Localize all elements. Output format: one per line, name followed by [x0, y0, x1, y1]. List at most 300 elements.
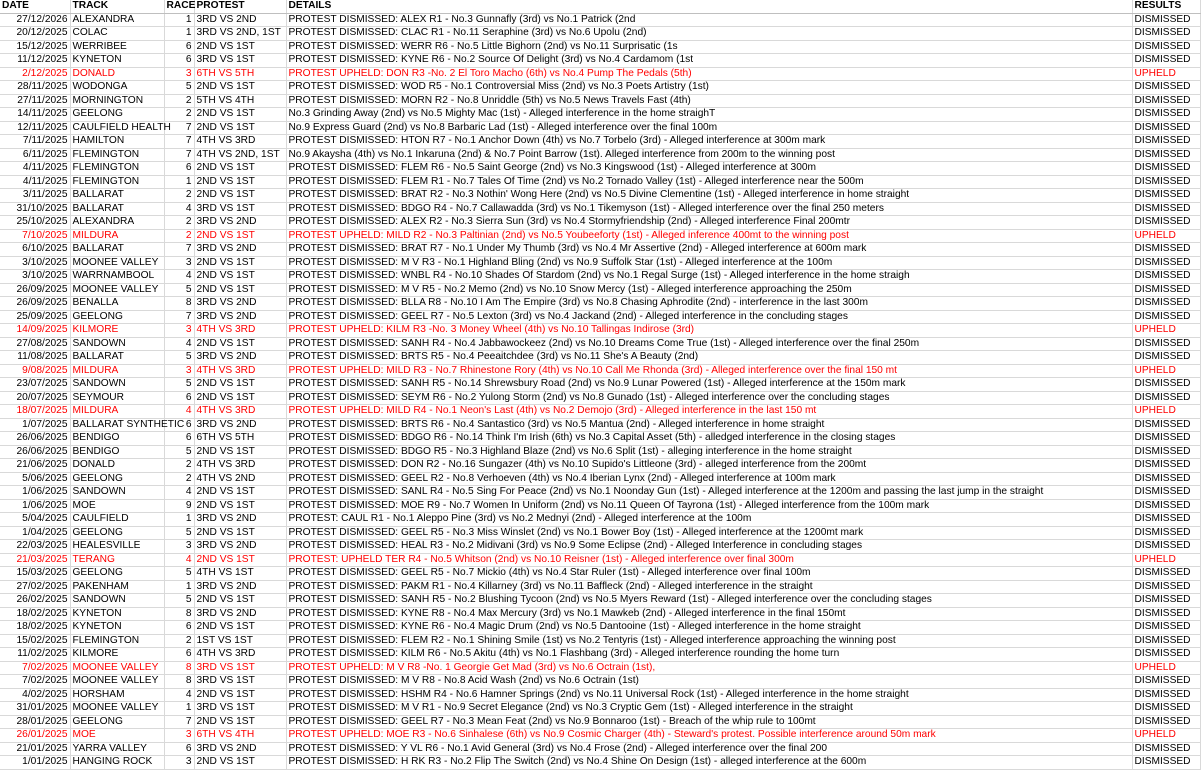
result-cell[interactable]: DISMISSED [1132, 594, 1200, 608]
track-cell[interactable]: GEELONG [70, 108, 164, 122]
result-cell[interactable]: DISMISSED [1132, 634, 1200, 648]
protest-cell[interactable]: 2ND VS 1ST [194, 499, 286, 513]
result-cell[interactable]: UPHELD [1132, 405, 1200, 419]
date-cell[interactable]: 11/12/2025 [0, 54, 70, 68]
details-cell[interactable]: PROTEST DISMISSED: HSHM R4 - No.6 Hamner Springs (2nd) vs No.11 Universal Rock (1st) - Alleged interference in the home straight [286, 688, 1132, 702]
protest-cell[interactable]: 2ND VS 1ST [194, 108, 286, 122]
result-cell[interactable]: DISMISSED [1132, 418, 1200, 432]
date-cell[interactable]: 11/02/2025 [0, 648, 70, 662]
protest-cell[interactable]: 4TH VS 2ND, 1ST [194, 148, 286, 162]
race-cell[interactable]: 3 [164, 364, 194, 378]
race-cell[interactable]: 8 [164, 661, 194, 675]
header-protest[interactable]: PROTEST [194, 0, 286, 13]
track-cell[interactable]: HAMILTON [70, 135, 164, 149]
result-cell[interactable]: DISMISSED [1132, 189, 1200, 203]
date-cell[interactable]: 1/06/2025 [0, 499, 70, 513]
result-cell[interactable]: DISMISSED [1132, 756, 1200, 770]
result-cell[interactable]: DISMISSED [1132, 351, 1200, 365]
details-cell[interactable]: PROTEST UPHELD: MILD R3 - No.7 Rhinestone Rory (4th) vs No.10 Call Me Rhonda (3rd) - Alleged interference over the final 150 mt [286, 364, 1132, 378]
date-cell[interactable]: 31/10/2025 [0, 202, 70, 216]
race-cell[interactable]: 5 [164, 445, 194, 459]
details-cell[interactable]: PROTEST UPHELD: MILD R2 - No.3 Paltinian (2nd) vs No.5 Youbeeforty (1st) - Alleged inference 400mt to the winning post [286, 229, 1132, 243]
protest-cell[interactable]: 4TH VS 3RD [194, 135, 286, 149]
protest-cell[interactable]: 2ND VS 1ST [194, 526, 286, 540]
race-cell[interactable]: 2 [164, 108, 194, 122]
protest-cell[interactable]: 3RD VS 2ND [194, 742, 286, 756]
track-cell[interactable]: KILMORE [70, 648, 164, 662]
date-cell[interactable]: 1/04/2025 [0, 526, 70, 540]
race-cell[interactable]: 6 [164, 432, 194, 446]
details-cell[interactable]: PROTEST DISMISSED: ALEX R1 - No.3 Gunnafly (3rd) vs No.1 Patrick (2nd [286, 13, 1132, 27]
track-cell[interactable]: PAKENHAM [70, 580, 164, 594]
result-cell[interactable]: DISMISSED [1132, 621, 1200, 635]
details-cell[interactable]: PROTEST DISMISSED: M V R5 - No.2 Memo (2nd) vs No.10 Snow Mercy (1st) - Alleged interference approaching the 250m [286, 283, 1132, 297]
protest-cell[interactable]: 3RD VS 2ND [194, 540, 286, 554]
race-cell[interactable]: 6 [164, 648, 194, 662]
protest-cell[interactable]: 2ND VS 1ST [194, 553, 286, 567]
result-cell[interactable]: DISMISSED [1132, 742, 1200, 756]
track-cell[interactable]: GEELONG [70, 567, 164, 581]
date-cell[interactable]: 9/08/2025 [0, 364, 70, 378]
date-cell[interactable]: 2/12/2025 [0, 67, 70, 81]
date-cell[interactable]: 18/07/2025 [0, 405, 70, 419]
track-cell[interactable]: BALLARAT [70, 351, 164, 365]
date-cell[interactable]: 21/03/2025 [0, 553, 70, 567]
track-cell[interactable]: MOONEE VALLEY [70, 675, 164, 689]
track-cell[interactable]: FLEMINGTON [70, 162, 164, 176]
protest-cell[interactable]: 2ND VS 1ST [194, 81, 286, 95]
race-cell[interactable]: 8 [164, 675, 194, 689]
details-cell[interactable]: PROTEST DISMISSED: WNBL R4 - No.10 Shades Of Stardom (2nd) vs No.1 Regal Surge (1st) - Alleged interference in the home straigh [286, 270, 1132, 284]
race-cell[interactable]: 7 [164, 715, 194, 729]
date-cell[interactable]: 23/07/2025 [0, 378, 70, 392]
race-cell[interactable]: 3 [164, 324, 194, 338]
date-cell[interactable]: 14/11/2025 [0, 108, 70, 122]
details-cell[interactable]: PROTEST DISMISSED: MOE R9 - No.7 Women In Uniform (2nd) vs No.11 Queen Of Tayrona (1st) - Alleged interference from the 100m mark [286, 499, 1132, 513]
protest-cell[interactable]: 3RD VS 2ND [194, 13, 286, 27]
protest-cell[interactable]: 3RD VS 2ND [194, 418, 286, 432]
track-cell[interactable]: DONALD [70, 67, 164, 81]
result-cell[interactable]: DISMISSED [1132, 607, 1200, 621]
protest-cell[interactable]: 2ND VS 1ST [194, 40, 286, 54]
protest-cell[interactable]: 3RD VS 1ST [194, 54, 286, 68]
details-cell[interactable]: PROTEST DISMISSED: M V R3 - No.1 Highland Bling (2nd) vs No.9 Suffolk Star (1st) - Alleged interference at the 100m [286, 256, 1132, 270]
protest-cell[interactable]: 3RD VS 1ST [194, 202, 286, 216]
protest-cell[interactable]: 3RD VS 2ND, 1ST [194, 27, 286, 41]
race-cell[interactable]: 2 [164, 459, 194, 473]
race-cell[interactable]: 2 [164, 472, 194, 486]
header-date[interactable]: DATE [0, 0, 70, 13]
details-cell[interactable]: PROTEST DISMISSED: WERR R6 - No.5 Little Bighorn (2nd) vs No.11 Surprisatic (1s [286, 40, 1132, 54]
result-cell[interactable]: DISMISSED [1132, 297, 1200, 311]
result-cell[interactable]: DISMISSED [1132, 283, 1200, 297]
track-cell[interactable]: TERANG [70, 553, 164, 567]
date-cell[interactable]: 21/06/2025 [0, 459, 70, 473]
result-cell[interactable]: DISMISSED [1132, 94, 1200, 108]
details-cell[interactable]: PROTEST DISMISSED: BRTS R6 - No.4 Santastico (3rd) vs No.5 Mantua (2nd) - Alleged interference in home straight [286, 418, 1132, 432]
track-cell[interactable]: ALEXANDRA [70, 216, 164, 230]
track-cell[interactable]: FLEMINGTON [70, 634, 164, 648]
date-cell[interactable]: 21/01/2025 [0, 742, 70, 756]
date-cell[interactable]: 15/03/2025 [0, 567, 70, 581]
track-cell[interactable]: MOE [70, 729, 164, 743]
details-cell[interactable]: PROTEST DISMISSED: FLEM R2 - No.1 Shining Smile (1st) vs No.2 Tentyris (1st) - Alleged interference approaching the winning post [286, 634, 1132, 648]
result-cell[interactable]: DISMISSED [1132, 121, 1200, 135]
result-cell[interactable]: DISMISSED [1132, 27, 1200, 41]
track-cell[interactable]: DONALD [70, 459, 164, 473]
race-cell[interactable]: 1 [164, 580, 194, 594]
result-cell[interactable]: DISMISSED [1132, 567, 1200, 581]
race-cell[interactable]: 6 [164, 391, 194, 405]
result-cell[interactable]: DISMISSED [1132, 675, 1200, 689]
result-cell[interactable]: DISMISSED [1132, 432, 1200, 446]
date-cell[interactable]: 14/09/2025 [0, 324, 70, 338]
race-cell[interactable]: 5 [164, 594, 194, 608]
track-cell[interactable]: BENDIGO [70, 445, 164, 459]
date-cell[interactable]: 15/12/2025 [0, 40, 70, 54]
race-cell[interactable]: 1 [164, 702, 194, 716]
result-cell[interactable]: DISMISSED [1132, 270, 1200, 284]
protest-cell[interactable]: 2ND VS 1ST [194, 756, 286, 770]
result-cell[interactable]: UPHELD [1132, 661, 1200, 675]
race-cell[interactable]: 6 [164, 621, 194, 635]
result-cell[interactable]: DISMISSED [1132, 175, 1200, 189]
details-cell[interactable]: PROTEST UPHELD: DON R3 -No. 2 El Toro Macho (6th) vs No.4 Pump The Pedals (5th) [286, 67, 1132, 81]
date-cell[interactable]: 3/11/2025 [0, 189, 70, 203]
protest-cell[interactable]: 2ND VS 1ST [194, 486, 286, 500]
date-cell[interactable]: 7/02/2025 [0, 675, 70, 689]
protest-cell[interactable]: 3RD VS 2ND [194, 351, 286, 365]
header-track[interactable]: TRACK [70, 0, 164, 13]
protest-cell[interactable]: 2ND VS 1ST [194, 391, 286, 405]
result-cell[interactable]: DISMISSED [1132, 337, 1200, 351]
race-cell[interactable]: 7 [164, 310, 194, 324]
track-cell[interactable]: COLAC [70, 27, 164, 41]
protest-cell[interactable]: 4TH VS 2ND [194, 472, 286, 486]
details-cell[interactable]: PROTEST DISMISSED: KYNE R6 - No.2 Source Of Delight (3rd) vs No.4 Cardamom (1st [286, 54, 1132, 68]
race-cell[interactable]: 6 [164, 54, 194, 68]
race-cell[interactable]: 4 [164, 337, 194, 351]
date-cell[interactable]: 7/11/2025 [0, 135, 70, 149]
race-cell[interactable]: 3 [164, 756, 194, 770]
date-cell[interactable]: 20/12/2025 [0, 27, 70, 41]
protest-cell[interactable]: 2ND VS 1ST [194, 270, 286, 284]
result-cell[interactable]: DISMISSED [1132, 40, 1200, 54]
date-cell[interactable]: 27/12/2026 [0, 13, 70, 27]
date-cell[interactable]: 25/10/2025 [0, 216, 70, 230]
protest-cell[interactable]: 2ND VS 1ST [194, 121, 286, 135]
track-cell[interactable]: GEELONG [70, 715, 164, 729]
result-cell[interactable]: DISMISSED [1132, 540, 1200, 554]
protest-cell[interactable]: 4TH VS 3RD [194, 405, 286, 419]
result-cell[interactable]: DISMISSED [1132, 459, 1200, 473]
result-cell[interactable]: UPHELD [1132, 229, 1200, 243]
date-cell[interactable]: 18/02/2025 [0, 621, 70, 635]
track-cell[interactable]: GEELONG [70, 526, 164, 540]
protest-cell[interactable]: 3RD VS 2ND [194, 310, 286, 324]
details-cell[interactable]: PROTEST DISMISSED: MORN R2 - No.8 Unriddle (5th) vs No.5 News Travels Fast (4th) [286, 94, 1132, 108]
details-cell[interactable]: PROTEST UPHELD: MILD R4 - No.1 Neon's Last (4th) vs No.2 Demojo (3rd) - Alleged interference in the last 150 mt [286, 405, 1132, 419]
track-cell[interactable]: HANGING ROCK [70, 756, 164, 770]
track-cell[interactable]: HEALESVILLE [70, 540, 164, 554]
header-race[interactable]: RACE [164, 0, 194, 13]
result-cell[interactable]: DISMISSED [1132, 310, 1200, 324]
protest-cell[interactable]: 2ND VS 1ST [194, 445, 286, 459]
track-cell[interactable]: WERRIBEE [70, 40, 164, 54]
track-cell[interactable]: BALLARAT [70, 189, 164, 203]
protest-cell[interactable]: 1ST VS 1ST [194, 634, 286, 648]
track-cell[interactable]: BALLARAT SYNTHETIC [70, 418, 164, 432]
date-cell[interactable]: 7/02/2025 [0, 661, 70, 675]
details-cell[interactable]: PROTEST DISMISSED: KILM R6 - No.5 Akitu (4th) vs No.1 Flashbang (3rd) - Alleged interference rounding the home turn [286, 648, 1132, 662]
track-cell[interactable]: FLEMINGTON [70, 175, 164, 189]
protest-cell[interactable]: 3RD VS 2ND [194, 243, 286, 257]
race-cell[interactable]: 4 [164, 405, 194, 419]
race-cell[interactable]: 8 [164, 607, 194, 621]
result-cell[interactable]: DISMISSED [1132, 648, 1200, 662]
details-cell[interactable]: PROTEST DISMISSED: PAKM R1 - No.4 Killarney (3rd) vs No.11 Baffleck (2nd) - Alleged interference in the straight [286, 580, 1132, 594]
result-cell[interactable]: DISMISSED [1132, 13, 1200, 27]
race-cell[interactable]: 5 [164, 81, 194, 95]
date-cell[interactable]: 31/01/2025 [0, 702, 70, 716]
race-cell[interactable]: 5 [164, 283, 194, 297]
date-cell[interactable]: 4/11/2025 [0, 175, 70, 189]
details-cell[interactable]: PROTEST DISMISSED: M V R8 - No.8 Acid Wash (2nd) vs No.6 Octrain (1st) [286, 675, 1132, 689]
details-cell[interactable]: PROTEST DISMISSED: FLEM R1 - No.7 Tales Of Time (2nd) vs No.2 Tornado Valley (1st) - Alleged interference near the 500m [286, 175, 1132, 189]
race-cell[interactable]: 6 [164, 418, 194, 432]
race-cell[interactable]: 8 [164, 297, 194, 311]
protest-cell[interactable]: 4TH VS 1ST [194, 567, 286, 581]
protest-cell[interactable]: 2ND VS 1ST [194, 715, 286, 729]
protest-cell[interactable]: 2ND VS 1ST [194, 189, 286, 203]
track-cell[interactable]: SANDOWN [70, 337, 164, 351]
date-cell[interactable]: 26/09/2025 [0, 283, 70, 297]
details-cell[interactable]: PROTEST DISMISSED: SANL R4 - No.5 Sing For Peace (2nd) vs No.1 Noonday Gun (1st) - Alleged interference at the 1200m and passing the last jump in the straight [286, 486, 1132, 500]
details-cell[interactable]: PROTEST UPHELD: MOE R3 - No.6 Sinhalese (6th) vs No.9 Cosmic Charger (4th) - Steward's protest. Possible interference around 50m mark [286, 729, 1132, 743]
protest-cell[interactable]: 2ND VS 1ST [194, 162, 286, 176]
details-cell[interactable]: PROTEST DISMISSED: SANH R5 - No.2 Blushing Tycoon (2nd) vs No.5 Myers Reward (1st) - Alleged interference over the concluding stages [286, 594, 1132, 608]
date-cell[interactable]: 25/09/2025 [0, 310, 70, 324]
race-cell[interactable]: 5 [164, 567, 194, 581]
details-cell[interactable]: PROTEST: UPHELD TER R4 - No.5 Whitson (2nd) vs No.10 Reisner (1st) - Alleged interference over final 300m [286, 553, 1132, 567]
result-cell[interactable]: DISMISSED [1132, 378, 1200, 392]
track-cell[interactable]: MILDURA [70, 364, 164, 378]
date-cell[interactable]: 26/01/2025 [0, 729, 70, 743]
race-cell[interactable]: 2 [164, 229, 194, 243]
track-cell[interactable]: MILDURA [70, 229, 164, 243]
race-cell[interactable]: 2 [164, 189, 194, 203]
result-cell[interactable]: DISMISSED [1132, 702, 1200, 716]
result-cell[interactable]: DISMISSED [1132, 580, 1200, 594]
result-cell[interactable]: DISMISSED [1132, 486, 1200, 500]
date-cell[interactable]: 18/02/2025 [0, 607, 70, 621]
details-cell[interactable]: PROTEST DISMISSED: BDGO R4 - No.7 Callawadda (3rd) vs No.1 Tikemyson (1st) - Alleged interference over the final 250 meters [286, 202, 1132, 216]
result-cell[interactable]: DISMISSED [1132, 513, 1200, 527]
track-cell[interactable]: ALEXANDRA [70, 13, 164, 27]
race-cell[interactable]: 1 [164, 175, 194, 189]
details-cell[interactable]: PROTEST DISMISSED: BLLA R8 - No.10 I Am The Empire (3rd) vs No.8 Chasing Aphrodite (2nd) - interference in the last 300m [286, 297, 1132, 311]
details-cell[interactable]: PROTEST DISMISSED: H RK R3 - No.2 Flip The Switch (2nd) vs No.4 Shine On Design (1st) - alleged interference at the 600m [286, 756, 1132, 770]
protest-cell[interactable]: 2ND VS 1ST [194, 688, 286, 702]
protest-cell[interactable]: 6TH VS 5TH [194, 67, 286, 81]
details-cell[interactable]: No.9 Akaysha (4th) vs No.1 Inkaruna (2nd) & No.7 Point Barrow (1st). Alleged interference from 200m to the winning post [286, 148, 1132, 162]
race-cell[interactable]: 1 [164, 13, 194, 27]
details-cell[interactable]: PROTEST DISMISSED: CLAC R1 - No.11 Seraphine (3rd) vs No.6 Upolu (2nd) [286, 27, 1132, 41]
result-cell[interactable]: UPHELD [1132, 553, 1200, 567]
header-details[interactable]: DETAILS [286, 0, 1132, 13]
track-cell[interactable]: CAULFIELD [70, 513, 164, 527]
race-cell[interactable]: 7 [164, 121, 194, 135]
protest-cell[interactable]: 3RD VS 2ND [194, 580, 286, 594]
date-cell[interactable]: 26/06/2025 [0, 445, 70, 459]
date-cell[interactable]: 27/02/2025 [0, 580, 70, 594]
date-cell[interactable]: 27/11/2025 [0, 94, 70, 108]
date-cell[interactable]: 3/10/2025 [0, 270, 70, 284]
details-cell[interactable]: PROTEST DISMISSED: BRAT R7 - No.1 Under My Thumb (3rd) vs No.4 Mr Assertive (2nd) - Alleged interference at 600m mark [286, 243, 1132, 257]
header-results[interactable]: RESULTS [1132, 0, 1200, 13]
track-cell[interactable]: WARRNAMBOOL [70, 270, 164, 284]
details-cell[interactable]: PROTEST DISMISSED: BDGO R6 - No.14 Think I'm Irish (6th) vs No.3 Capital Asset (5th) - alledged interference in the closing stages [286, 432, 1132, 446]
race-cell[interactable]: 4 [164, 553, 194, 567]
protest-cell[interactable]: 2ND VS 1ST [194, 175, 286, 189]
details-cell[interactable]: PROTEST DISMISSED: KYNE R6 - No.4 Magic Drum (2nd) vs No.5 Dantooine (1st) - Alleged interference in the home straight [286, 621, 1132, 635]
result-cell[interactable]: DISMISSED [1132, 81, 1200, 95]
date-cell[interactable]: 27/08/2025 [0, 337, 70, 351]
details-cell[interactable]: PROTEST DISMISSED: GEEL R2 - No.8 Verhoeven (4th) vs No.4 Iberian Lynx (2nd) - Alleged interference at 100m mark [286, 472, 1132, 486]
details-cell[interactable]: No.9 Express Guard (2nd) vs No.8 Barbaric Lad (1st) - Alleged interference over the final 100m [286, 121, 1132, 135]
protest-cell[interactable]: 2ND VS 1ST [194, 337, 286, 351]
date-cell[interactable]: 5/06/2025 [0, 472, 70, 486]
race-cell[interactable]: 1 [164, 513, 194, 527]
track-cell[interactable]: WODONGA [70, 81, 164, 95]
track-cell[interactable]: SANDOWN [70, 486, 164, 500]
protest-cell[interactable]: 2ND VS 1ST [194, 378, 286, 392]
track-cell[interactable]: MOONEE VALLEY [70, 661, 164, 675]
protest-cell[interactable]: 2ND VS 1ST [194, 256, 286, 270]
result-cell[interactable]: UPHELD [1132, 364, 1200, 378]
date-cell[interactable]: 3/10/2025 [0, 256, 70, 270]
race-cell[interactable]: 6 [164, 40, 194, 54]
race-cell[interactable]: 2 [164, 94, 194, 108]
protest-cell[interactable]: 3RD VS 1ST [194, 661, 286, 675]
result-cell[interactable]: UPHELD [1132, 67, 1200, 81]
race-cell[interactable]: 2 [164, 216, 194, 230]
result-cell[interactable]: DISMISSED [1132, 472, 1200, 486]
details-cell[interactable]: PROTEST DISMISSED: SEYM R6 - No.2 Yulong Storm (2nd) vs No.8 Gunado (1st) - Alleged interference over the concluding stages [286, 391, 1132, 405]
race-cell[interactable]: 3 [164, 67, 194, 81]
race-cell[interactable]: 5 [164, 526, 194, 540]
date-cell[interactable]: 4/02/2025 [0, 688, 70, 702]
protest-cell[interactable]: 4TH VS 3RD [194, 459, 286, 473]
protest-cell[interactable]: 4TH VS 3RD [194, 648, 286, 662]
details-cell[interactable]: PROTEST DISMISSED: BRAT R2 - No.3 Nothin' Wong Here (2nd) vs No.5 Divine Clementine (1st) - Alleged interference in home straight [286, 189, 1132, 203]
protest-cell[interactable]: 2ND VS 1ST [194, 594, 286, 608]
date-cell[interactable]: 6/11/2025 [0, 148, 70, 162]
race-cell[interactable]: 4 [164, 688, 194, 702]
date-cell[interactable]: 15/02/2025 [0, 634, 70, 648]
result-cell[interactable]: DISMISSED [1132, 499, 1200, 513]
protest-cell[interactable]: 2ND VS 1ST [194, 283, 286, 297]
track-cell[interactable]: KYNETON [70, 621, 164, 635]
protest-cell[interactable]: 4TH VS 3RD [194, 364, 286, 378]
date-cell[interactable]: 22/03/2025 [0, 540, 70, 554]
protest-cell[interactable]: 3RD VS 2ND [194, 513, 286, 527]
protest-cell[interactable]: 6TH VS 5TH [194, 432, 286, 446]
details-cell[interactable]: PROTEST DISMISSED: GEEL R5 - No.7 Mickio (4th) vs No.4 Star Ruler (1st) - Alleged interference over final 100m [286, 567, 1132, 581]
date-cell[interactable]: 11/08/2025 [0, 351, 70, 365]
date-cell[interactable]: 4/11/2025 [0, 162, 70, 176]
details-cell[interactable]: PROTEST DISMISSED: WOD R5 - No.1 Controversial Miss (2nd) vs No.3 Poets Artistry (1st) [286, 81, 1132, 95]
date-cell[interactable]: 26/09/2025 [0, 297, 70, 311]
result-cell[interactable]: DISMISSED [1132, 243, 1200, 257]
result-cell[interactable]: DISMISSED [1132, 688, 1200, 702]
details-cell[interactable]: PROTEST DISMISSED: BRTS R5 - No.4 Peeaitchdee (3rd) vs No.11 She's A Beauty (2nd) [286, 351, 1132, 365]
race-cell[interactable]: 7 [164, 148, 194, 162]
protest-cell[interactable]: 5TH VS 4TH [194, 94, 286, 108]
track-cell[interactable]: YARRA VALLEY [70, 742, 164, 756]
track-cell[interactable]: MORNINGTON [70, 94, 164, 108]
track-cell[interactable]: GEELONG [70, 472, 164, 486]
date-cell[interactable]: 28/11/2025 [0, 81, 70, 95]
details-cell[interactable]: PROTEST DISMISSED: GEEL R7 - No.3 Mean Feat (2nd) vs No.9 Bonnaroo (1st) - Breach of the whip rule to 100mt [286, 715, 1132, 729]
details-cell[interactable]: PROTEST DISMISSED: SANH R5 - No.14 Shrewsbury Road (2nd) vs No.9 Lunar Powered (1st) - Alleged interference at the 150m mark [286, 378, 1132, 392]
details-cell[interactable]: PROTEST DISMISSED: GEEL R5 - No.3 Miss Winslet (2nd) vs No.1 Bower Boy (1st) - Alleged interference at the 1200mt mark [286, 526, 1132, 540]
result-cell[interactable]: DISMISSED [1132, 391, 1200, 405]
track-cell[interactable]: SEYMOUR [70, 391, 164, 405]
race-cell[interactable]: 3 [164, 256, 194, 270]
result-cell[interactable]: DISMISSED [1132, 162, 1200, 176]
date-cell[interactable]: 28/01/2025 [0, 715, 70, 729]
track-cell[interactable]: MOONEE VALLEY [70, 702, 164, 716]
race-cell[interactable]: 6 [164, 742, 194, 756]
result-cell[interactable]: DISMISSED [1132, 445, 1200, 459]
protest-cell[interactable]: 2ND VS 1ST [194, 229, 286, 243]
details-cell[interactable]: PROTEST DISMISSED: GEEL R7 - No.5 Lexton (3rd) vs No.4 Jackand (2nd) - Alleged interference in the concluding stages [286, 310, 1132, 324]
race-cell[interactable]: 3 [164, 540, 194, 554]
result-cell[interactable]: DISMISSED [1132, 256, 1200, 270]
details-cell[interactable]: PROTEST DISMISSED: FLEM R6 - No.5 Saint George (2nd) vs No.3 Kingswood (1st) - Alleged interference at 300m [286, 162, 1132, 176]
track-cell[interactable]: HORSHAM [70, 688, 164, 702]
race-cell[interactable]: 4 [164, 270, 194, 284]
track-cell[interactable]: GEELONG [70, 310, 164, 324]
track-cell[interactable]: MOONEE VALLEY [70, 283, 164, 297]
track-cell[interactable]: BENDIGO [70, 432, 164, 446]
date-cell[interactable]: 1/06/2025 [0, 486, 70, 500]
result-cell[interactable]: UPHELD [1132, 324, 1200, 338]
date-cell[interactable]: 5/04/2025 [0, 513, 70, 527]
protest-cell[interactable]: 3RD VS 2ND [194, 297, 286, 311]
details-cell[interactable]: No.3 Grinding Away (2nd) vs No.5 Mighty Mac (1st) - Alleged interference in the home straighT [286, 108, 1132, 122]
protest-cell[interactable]: 3RD VS 2ND [194, 216, 286, 230]
details-cell[interactable]: PROTEST UPHELD: M V R8 -No. 1 Georgie Get Mad (3rd) vs No.6 Octrain (1st), [286, 661, 1132, 675]
track-cell[interactable]: FLEMINGTON [70, 148, 164, 162]
race-cell[interactable]: 9 [164, 499, 194, 513]
track-cell[interactable]: SANDOWN [70, 594, 164, 608]
track-cell[interactable]: MOONEE VALLEY [70, 256, 164, 270]
protest-cell[interactable]: 4TH VS 3RD [194, 324, 286, 338]
protest-cell[interactable]: 2ND VS 1ST [194, 621, 286, 635]
track-cell[interactable]: MOE [70, 499, 164, 513]
details-cell[interactable]: PROTEST DISMISSED: SANH R4 - No.4 Jabbawockeez (2nd) vs No.10 Dreams Come True (1st) - Alleged interference over the final 250m [286, 337, 1132, 351]
details-cell[interactable]: PROTEST UPHELD: KILM R3 -No. 3 Money Wheel (4th) vs No.10 Tallingas Indirose (3rd) [286, 324, 1132, 338]
protest-cell[interactable]: 3RD VS 2ND [194, 607, 286, 621]
track-cell[interactable]: MILDURA [70, 405, 164, 419]
date-cell[interactable]: 7/10/2025 [0, 229, 70, 243]
date-cell[interactable]: 26/06/2025 [0, 432, 70, 446]
details-cell[interactable]: PROTEST DISMISSED: M V R1 - No.9 Secret Elegance (2nd) vs No.3 Cryptic Gem (1st) - Alleged interference in the straight [286, 702, 1132, 716]
date-cell[interactable]: 1/01/2025 [0, 756, 70, 770]
result-cell[interactable]: DISMISSED [1132, 54, 1200, 68]
